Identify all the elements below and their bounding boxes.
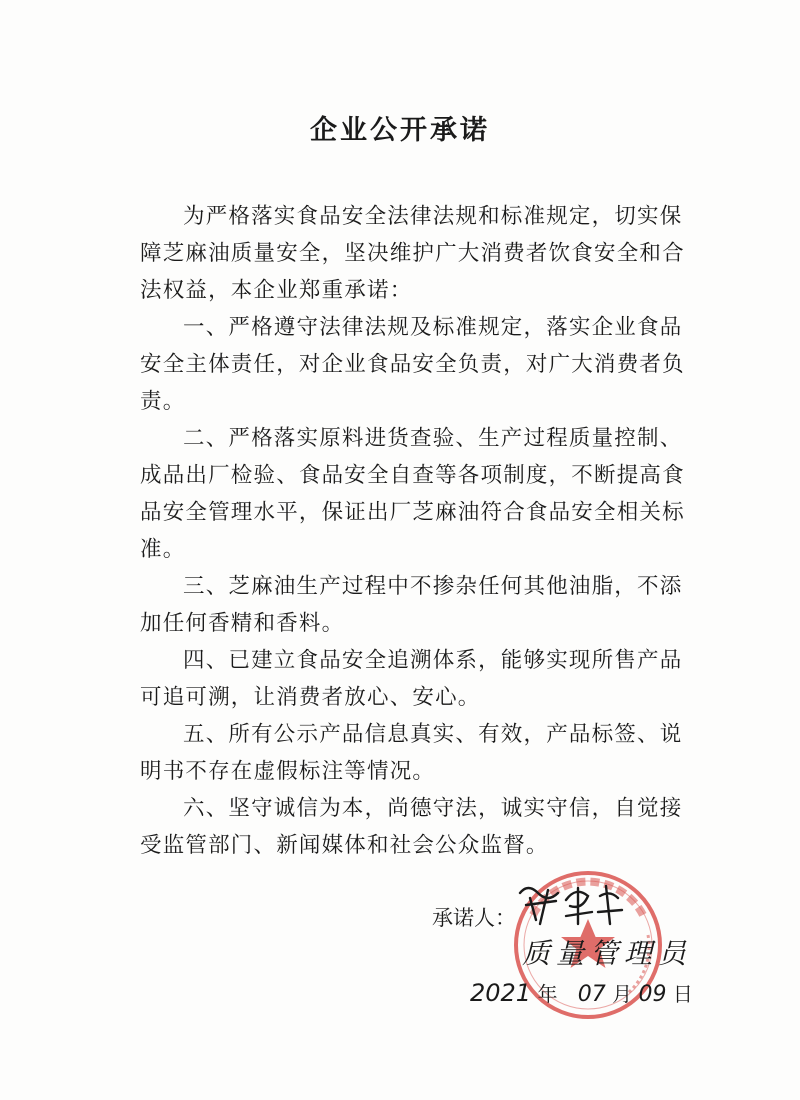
signature-date: [470, 978, 693, 1007]
date-year-unit: 年: [537, 982, 558, 1006]
paragraph-2: 二、严格落实原料进货查验、生产过程质量控制、成品出厂检验、食品安全自查等各项制度，不断提高食品安全管理水平，保证出厂芝麻油符合食品安全相关标准。: [140, 426, 685, 562]
date-year: 2021: [470, 979, 532, 1007]
date-day-unit: 日: [672, 982, 693, 1006]
signature-block: [430, 880, 730, 1030]
date-month-unit: 月: [612, 982, 633, 1006]
paragraph-1: 一、严格遵守法律法规及标准规定，落实企业食品安全主体责任，对企业食品安全负责，对广大消费者负责。: [140, 315, 685, 414]
paragraph-5: 五、所有公示产品信息真实、有效，产品标签、说明书不存在虚假标注等情况。: [140, 722, 683, 784]
date-day: 09: [638, 982, 667, 1007]
paragraph-3: 三、芝麻油生产过程中不掺杂任何其他油脂，不添加任何香精和香料。: [140, 574, 683, 636]
signer-label: 承诺人：: [432, 906, 516, 930]
document-title: 企业公开承诺: [310, 115, 490, 146]
date-month: 07: [577, 982, 606, 1007]
paragraph-intro: 为严格落实食品安全法律法规和标准规定，切实保障芝麻油质量安全，坚决维护广大消费者饮食安全和合法权益，本企业郑重承诺：: [140, 204, 685, 303]
paragraph-4: 四、已建立食品安全追溯体系，能够实现所售产品可追可溯，让消费者放心、安心。: [140, 648, 683, 710]
paragraph-6: 六、坚守诚信为本，尚德守法，诚实守信，自觉接受监管部门、新闻媒体和社会公众监督。: [140, 796, 683, 858]
signer-title: 质量管理员: [522, 937, 693, 970]
